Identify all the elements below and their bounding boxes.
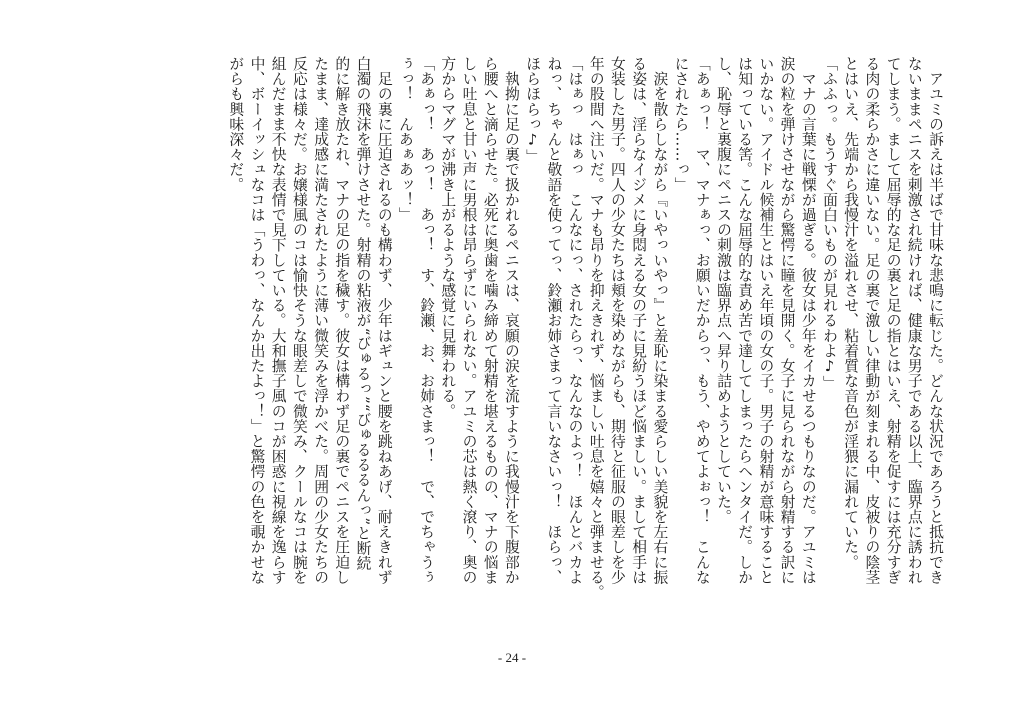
text-line: にされたら……っ」 — [672, 56, 690, 192]
text-line: がらも興味深々だ。 — [227, 56, 245, 192]
text-line: ぅっ！ んあぁあッ！」 — [396, 56, 414, 223]
text-line: 組んだまま不快な表情で見下している。大和撫子風のコが困惑に視線を逸らす — [269, 56, 287, 585]
page-number: - 24 - — [497, 650, 527, 665]
text-line: アユミの訴えは半ばで甘味な悲鳴に転じた。どんな状況であろうと抵抗でき — [927, 56, 944, 585]
body-text — [225, 56, 946, 628]
text-line: ら腰へと滴らせた。必死に奥歯を噛み締めて射精を堪えるものの、マナの悩ま — [481, 56, 499, 585]
text-line: 「あぁっ！ マ、マナぁっ、お願いだからっ、もう、やめてよぉっ！ こんな — [693, 56, 711, 585]
text-line: てしまう。まして屈辱的な足の裏と足の指とはいえ、射精を促すには充分すぎ — [884, 56, 902, 585]
text-line: ねっ、ちゃんと敬語を使ってっ、鈴瀬お姉さまって言いなさいっ！ ほらっ、 — [545, 56, 563, 585]
text-line: る姿は、淫らなイジメに身悶える女の子に見紛うほど悩ましい。まして相手は — [630, 56, 648, 585]
text-line: 反応は様々だ。お嬢様風のコは愉快そうな眼差しで微笑み、クールなコは腕を — [290, 56, 308, 585]
text-line: 執拗に足の裏で扱かれるペニスは、哀願の涙を流すように我慢汁を下腹部か — [502, 56, 520, 585]
text-line: 女装した男子。四人の少女たちは頬を染めながらも、期待と征服の眼差しを少 — [608, 56, 626, 585]
text-line: 年の股間へ注いだ。マナも昂りを抑えきれず、悩ましい吐息を嬉々と弾ませる。 — [587, 56, 605, 600]
text-line: 「あぁっ！ あっ！ あっ！ す、鈴瀬、お、お姉さまっ！ で、でちゃうぅ — [418, 56, 436, 585]
text-line: し、恥辱と裏腹にペニスの刺激は臨界点へ昇り詰めようとしていた。 — [714, 56, 732, 525]
text-line: 足の裏に圧迫されるのも構わず、少年はギュンと腰を跳ねあげ、耐えきれず — [375, 56, 393, 585]
text-line: 的に解き放たれ、マナの足の指を穢す。彼女は構わず足の裏でペニスを圧迫し — [333, 56, 351, 585]
text-line: 「ふふっ。もうすぐ面白いものが見れるわよ♪」 — [820, 56, 838, 391]
text-line: 方からマグマが沸き上がるような感覚に見舞われる。 — [439, 56, 457, 419]
text-line: いかない。アイドル候補生とはいえ年頃の女の子。男子の射精が意味すること — [757, 56, 775, 585]
text-line: 涙の粒を弾けさせながら驚愕に瞳を見開く。女子に見られながら射精する訳に — [778, 56, 796, 585]
text-line: とはいえ、先端から我慢汁を溢れさせ、粘着質な音色が淫猥に漏れていた。 — [842, 56, 860, 570]
text-line: 「はぁっ はぁっ こんなにっ、されたらっ、なんなのよっ！ ほんとバカよ — [566, 56, 584, 585]
text-line: 中、ボーイッシュなコは「うわっ、なんか出たよっ！」と驚愕の色を覗かせな — [248, 56, 266, 585]
text-line: ないままペニスを刺激され続ければ、健康な男子である以上、臨界点に誘われ — [905, 56, 923, 585]
text-line: マナの言葉に戦慄が過ぎる。彼女は少年をイカせるつもりなのだ。アユミは — [799, 56, 817, 585]
text-line: しい吐息と甘い声に男根は昂らずにいられない。アユミの芯は熱く滾り、奥の — [460, 56, 478, 585]
text-line: 涙を散らしながら『いやっいやっ』と羞恥に染まる愛らしい美貌を左右に振 — [651, 56, 669, 585]
text-line: 白濁の飛沫を弾けさせた。射精の粘液が“びゅるっ”“びゅるるるんっ”と断続 — [354, 56, 372, 571]
text-line: は知っている筈。こんな屈辱的な責め苦で達してしまったらヘンタイだ。しか — [736, 56, 754, 585]
text-line: ほらほらっ♪」 — [524, 56, 542, 164]
text-line: る肉の柔らかさに違いない。足の裏で激しい律動が刻まれる中、皮被りの陰茎 — [863, 56, 881, 585]
text-line: たまま、達成感に満たされたように薄い微笑みを浮かべた。周囲の少女たちの — [312, 56, 330, 585]
